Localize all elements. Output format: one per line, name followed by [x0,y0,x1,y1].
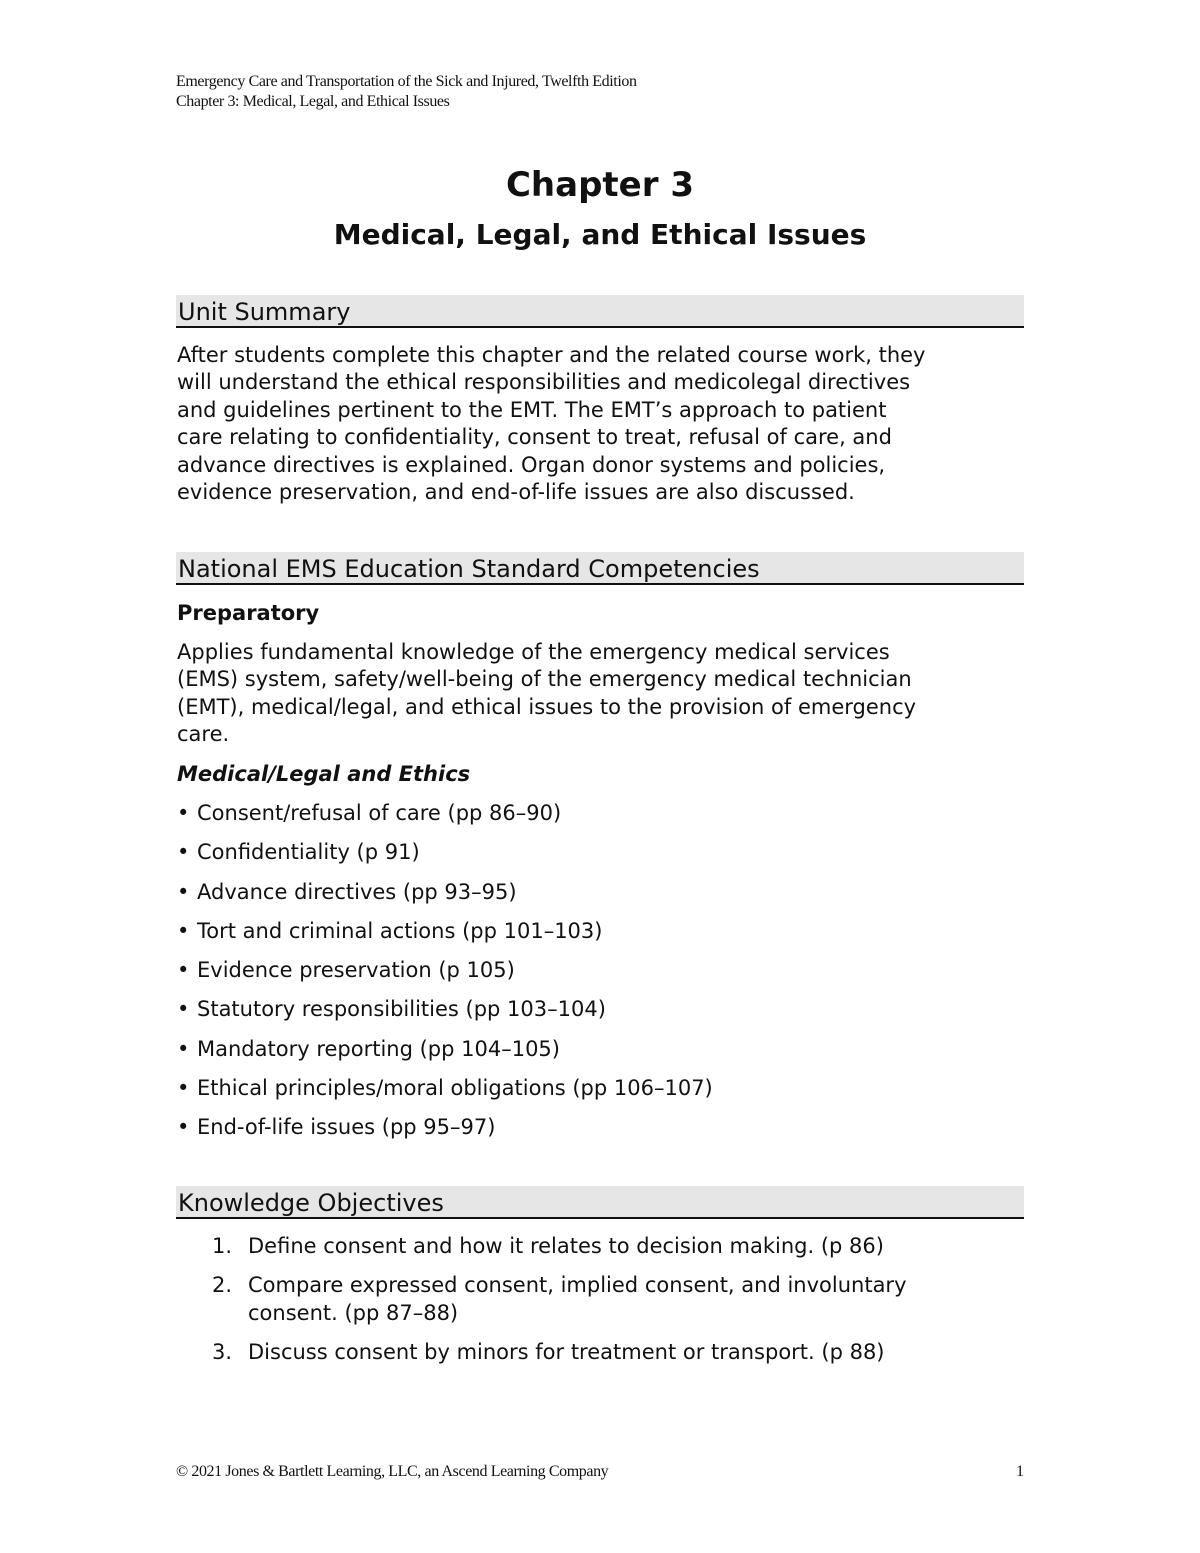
knowledge-objectives-list [212,1233,1002,1379]
knowledge-objectives-heading: Knowledge Objectives [176,1186,1024,1219]
preparatory-heading: Preparatory [177,601,320,625]
footer-copyright: © 2021 Jones & Bartlett Learning, LLC, an Ascend Learning Company [176,1463,609,1480]
running-header-book-title: Emergency Care and Transportation of the Sick and Injured, Twelfth Edition [176,73,637,90]
unit-summary-heading: Unit Summary [176,295,1024,328]
list-item: • Confidentiality (p 91) [177,840,420,865]
competencies-heading: National EMS Education Standard Competencies [176,552,1024,585]
unit-summary-line: advance directives is explained. Organ donor systems and policies, [177,452,886,477]
medical-legal-ethics-heading: Medical/Legal and Ethics [177,762,471,786]
list-item: • Ethical principles/moral obligations (pp 106–107) [177,1076,713,1101]
preparatory-line: (EMS) system, safety/well-being of the emergency medical technician [177,667,912,692]
list-item: • Advance directives (pp 93–95) [177,879,517,904]
preparatory-line: (EMT), medical/legal, and ethical issues to the provision of emergency [177,694,917,719]
list-item [212,1339,1002,1366]
objective-number: 2. [212,1273,233,1298]
bullet-icon: • [177,1076,190,1101]
preparatory-line: Applies fundamental knowledge of the emergency medical services [177,640,890,664]
running-header [176,72,637,112]
preparatory-line: care. [177,722,230,747]
page-number: 1 [1016,1463,1024,1480]
bullet-icon: • [177,879,190,904]
unit-summary-line: and guidelines pertinent to the EMT. The EMT’s approach to patient [177,397,887,422]
bullet-icon: • [177,840,190,865]
bullet-icon: • [177,997,190,1022]
unit-summary-line: evidence preservation, and end-of-life issues are also discussed. [177,480,855,505]
list-item: • Mandatory reporting (pp 104–105) [177,1036,560,1061]
list-item: • Consent/refusal of care (pp 86–90) [177,801,562,825]
unit-summary-line: care relating to confidentiality, consent to treat, refusal of care, and [177,425,892,450]
bullet-icon: • [177,958,190,983]
objective-text: Compare expressed consent, implied consent, and involuntary consent. (pp 87–88) [248,1273,907,1325]
bullet-icon: • [177,1115,190,1140]
objective-number: 3. [212,1340,233,1365]
unit-summary-text [177,342,1023,506]
objective-number: 1. [212,1234,233,1258]
bullet-icon: • [177,918,190,943]
list-item [212,1233,1002,1260]
objective-text: Discuss consent by minors for treatment or transport. (p 88) [248,1340,885,1365]
chapter-number: Chapter 3 [505,165,694,205]
unit-summary-line: After students complete this chapter and the related course work, they [177,343,926,367]
list-item [212,1272,1002,1327]
list-item: • Evidence preservation (p 105) [177,958,515,983]
bullet-icon: • [177,1036,190,1061]
preparatory-text [177,639,1023,749]
bullet-icon: • [177,801,190,825]
list-item: • Statutory responsibilities (pp 103–104) [177,997,606,1022]
objective-text: Define consent and how it relates to decision making. (p 86) [248,1234,884,1258]
competency-list [177,799,713,1153]
unit-summary-line: will understand the ethical responsibilities and medicolegal directives [177,370,911,395]
chapter-title: Medical, Legal, and Ethical Issues [333,218,867,251]
list-item: • Tort and criminal actions (pp 101–103) [177,918,603,943]
list-item: • End-of-life issues (pp 95–97) [177,1115,496,1140]
title-block [176,163,1024,253]
running-header-chapter: Chapter 3: Medical, Legal, and Ethical Issues [176,93,450,110]
